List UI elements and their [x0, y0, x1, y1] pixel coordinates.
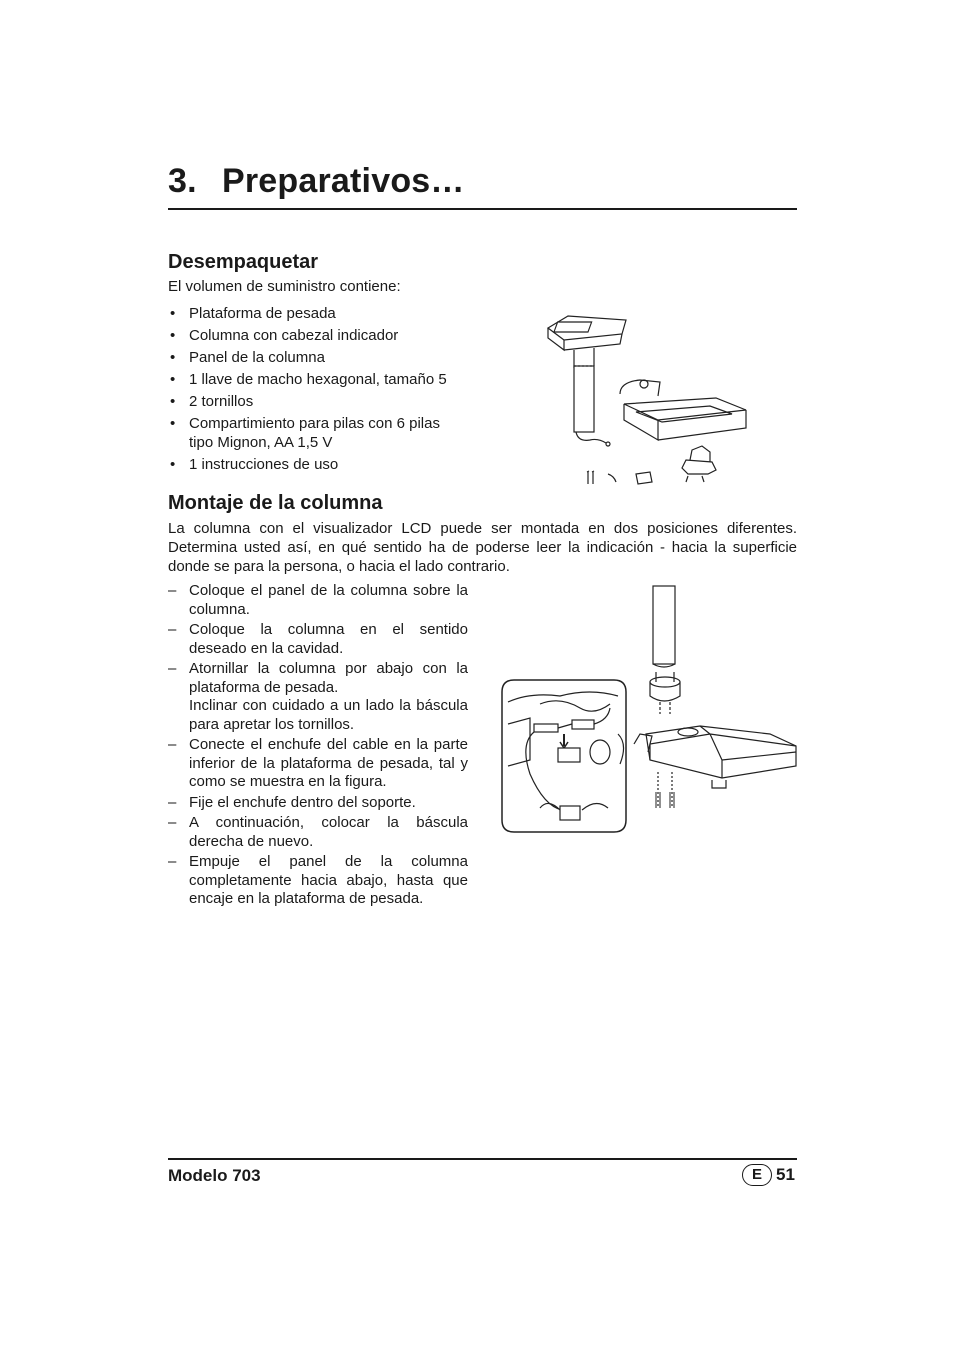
column-mounting-illustration	[500, 584, 800, 834]
list-item: • 1 instrucciones de uso	[168, 455, 468, 474]
list-item: • 2 tornillos	[168, 392, 468, 411]
scale-parts-illustration	[540, 310, 755, 492]
assembly-steps-list	[168, 582, 468, 911]
section-heading-unpacking: Desempaquetar	[168, 251, 319, 273]
list-item: • Panel de la columna	[168, 348, 468, 367]
list-item: • 1 llave de macho hexagonal, tamaño 5	[168, 370, 468, 389]
section-heading-column-assembly: Montaje de la columna	[168, 492, 383, 514]
chapter-title	[168, 162, 465, 201]
list-item: – Atornillar la columna por abajo con la plataforma de pesada.	[168, 660, 468, 697]
list-item: – A continuación, colocar la báscula derecha de nuevo.	[168, 814, 468, 851]
footer-model: Modelo 703	[168, 1166, 261, 1185]
unpacking-intro: El volumen de suministro contiene:	[168, 278, 401, 295]
list-item: – Fije el enchufe dentro del soporte.	[168, 794, 468, 813]
chapter-title-text: Preparativos…	[222, 162, 465, 200]
list-item: • Plataforma de pesada	[168, 304, 468, 323]
header-rule	[168, 208, 797, 210]
step-sub-note: Inclinar con cuidado a un lado la báscula para apretar los tornillos.	[189, 697, 468, 733]
list-item	[168, 697, 468, 734]
footer-rule	[168, 1158, 797, 1160]
language-badge: E	[742, 1164, 772, 1186]
footer-page-marker	[742, 1164, 795, 1186]
list-item: – Coloque la columna en el sentido deseado en la cavidad.	[168, 621, 468, 658]
column-assembly-intro: La columna con el visualizador LCD puede ser montada en dos posiciones diferentes. Determina usted así, en qué sentido ha de poderse leer la indicación - hacia la superficie donde se para la persona, o hacia el lado contrario.	[168, 520, 797, 575]
list-item: – Coloque el panel de la columna sobre la columna.	[168, 582, 468, 619]
list-item: – Empuje el panel de la columna completamente hacia abajo, hasta que encaje en la plataforma de pesada.	[168, 853, 468, 909]
chapter-number: 3.	[168, 162, 197, 200]
contents-list	[168, 304, 468, 477]
list-item: • Compartimiento para pilas con 6 pilas tipo Mignon, AA 1,5 V	[168, 414, 468, 452]
list-item: – Conecte el enchufe del cable en la parte inferior de la plataforma de pesada, tal y como se muestra en la figura.	[168, 736, 468, 792]
page-number: 51	[776, 1165, 795, 1184]
list-item: • Columna con cabezal indicador	[168, 326, 468, 345]
